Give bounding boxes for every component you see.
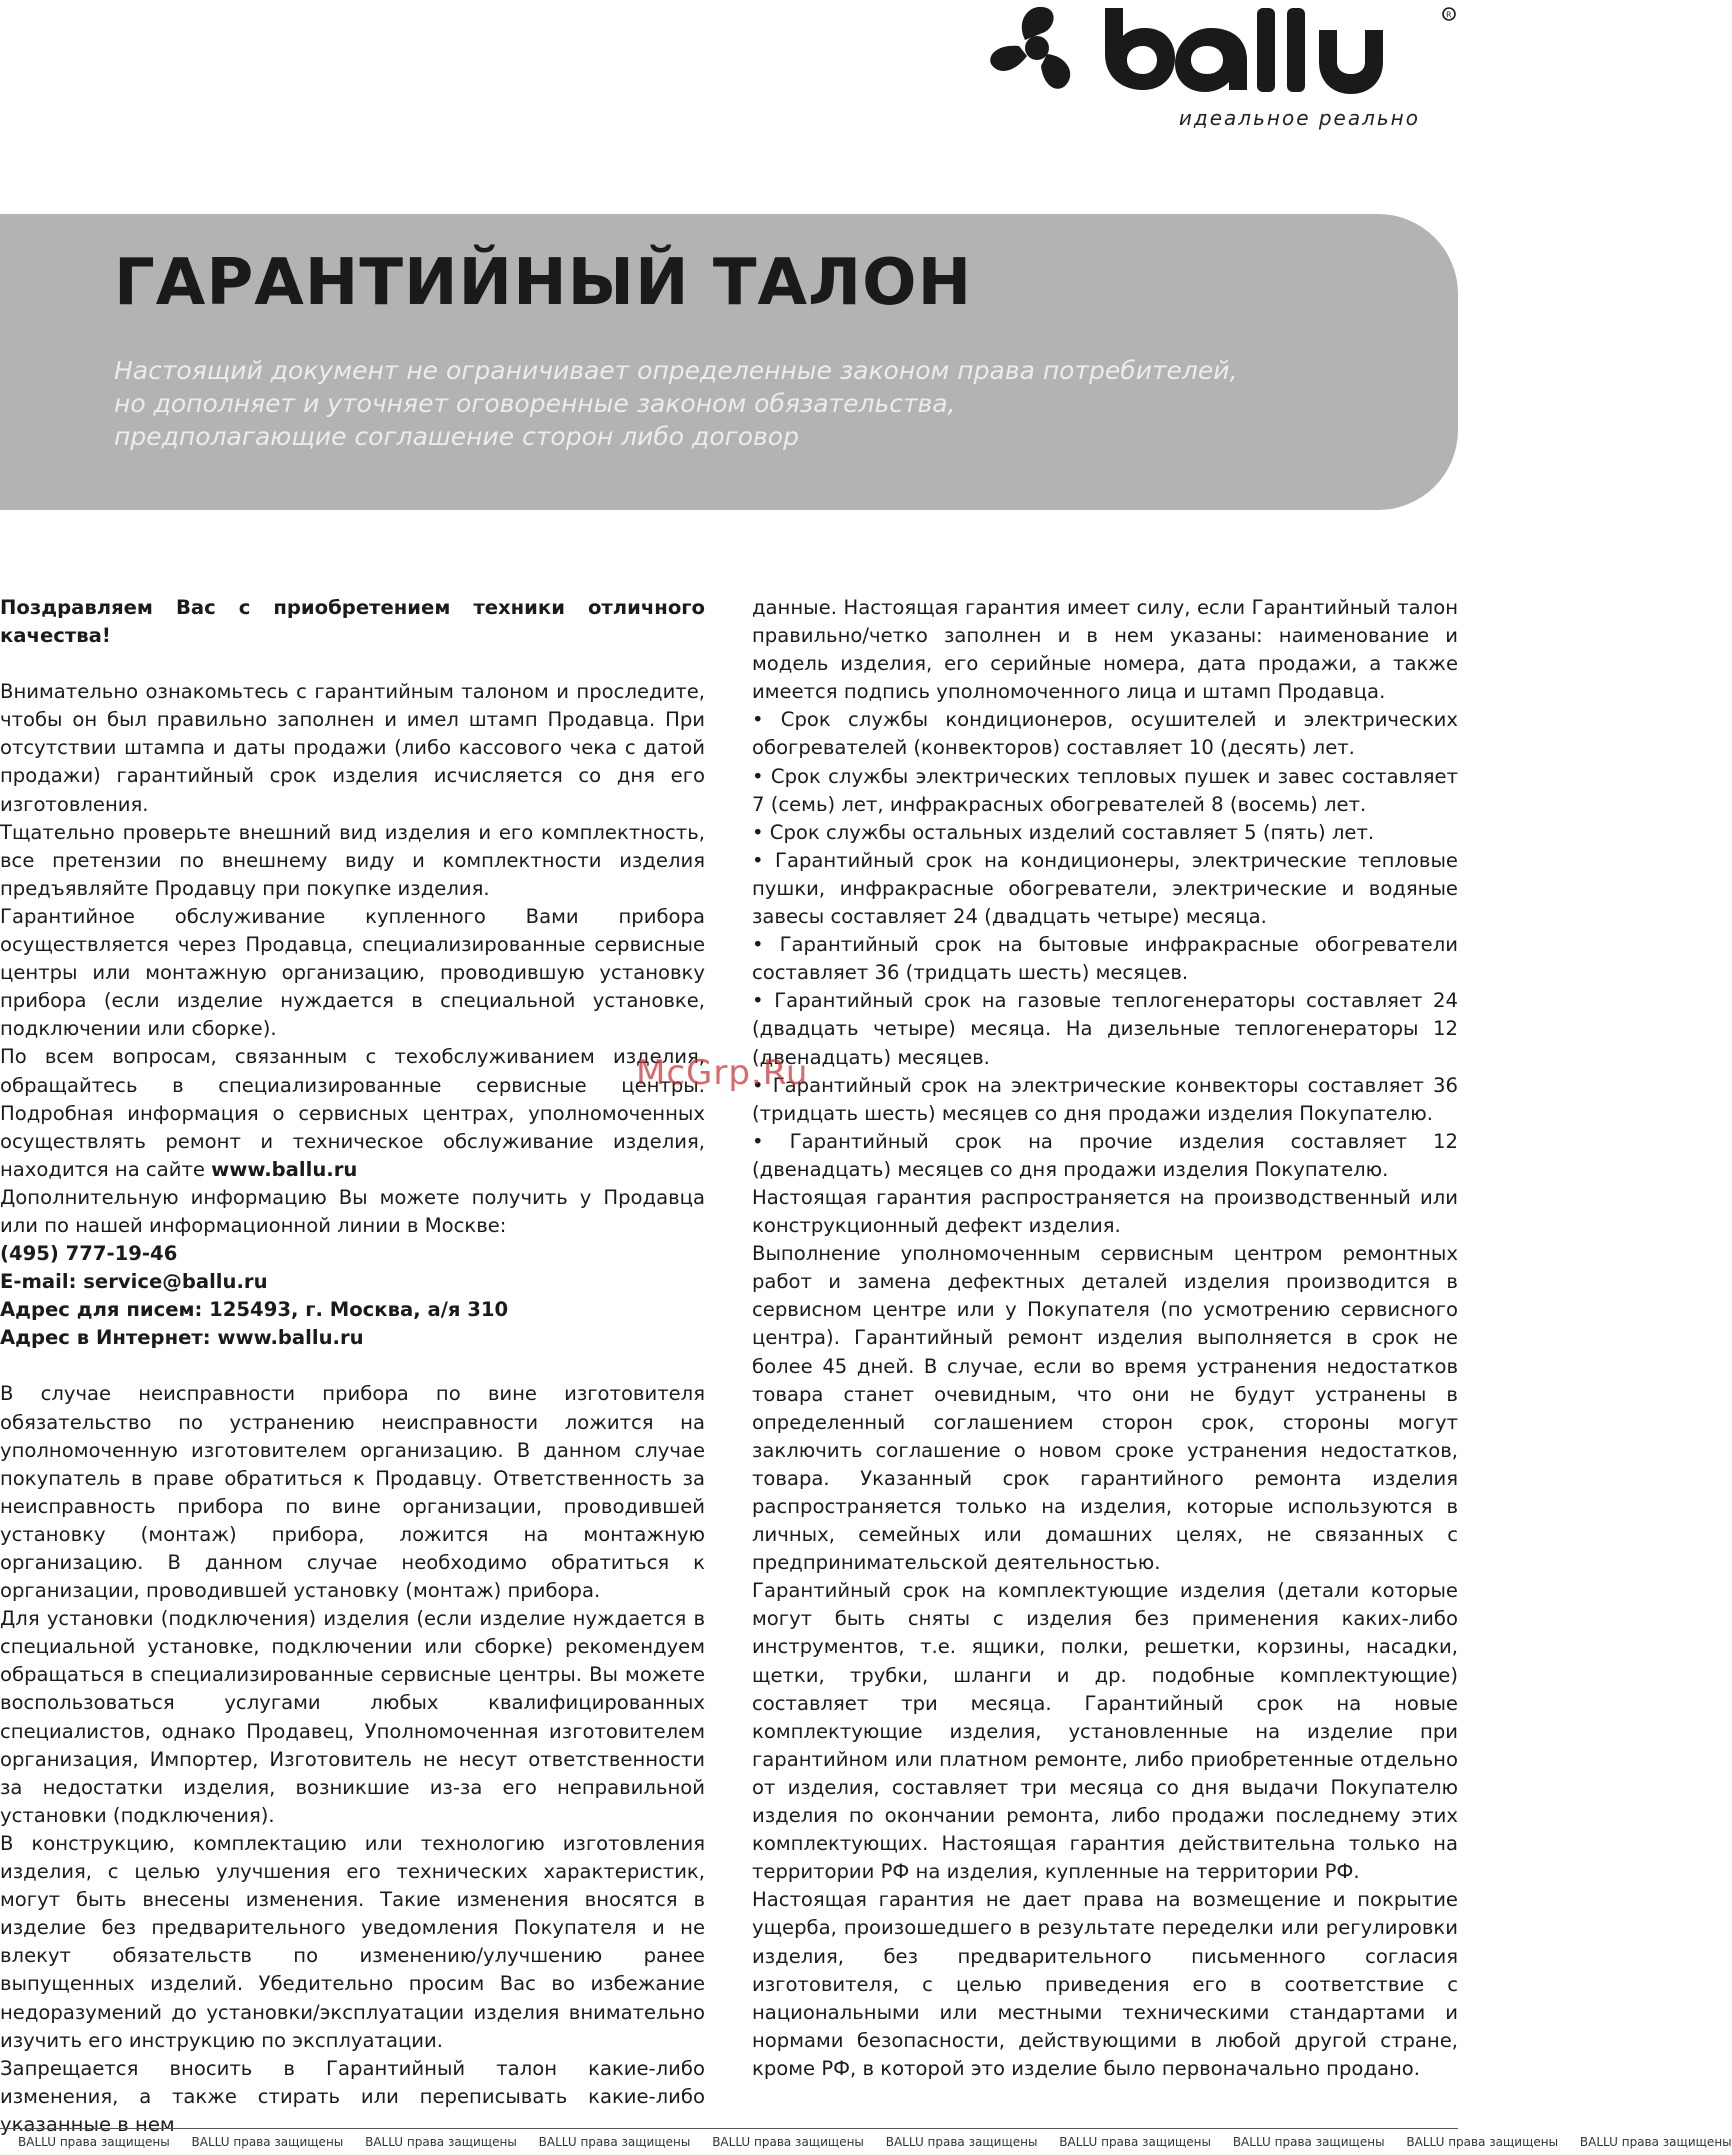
paragraph-text: По всем вопросам, связанным с техобслуживанием изделия, обращайтесь в специализированные сервисные центры. Подробная информация о сервисных центрах, уполномоченных осуществлять ремонт и техническое обслуживание изделия, находится на сайте [0, 1045, 705, 1181]
paragraph: Тщательно проверьте внешний вид изделия и его комплектность, все претензии по внешнему виду и комплектности изделия предъявляйте Продавцу при покупке изделия. [0, 820, 705, 900]
footer-item: BALLU права защищены [1406, 2135, 1559, 2149]
footer-item: BALLU права защищены [1059, 2135, 1211, 2149]
postal-address: Адрес для писем: 125493, г. Москва, а/я 310 [0, 1298, 509, 1322]
banner-subtitle [114, 354, 1344, 453]
paragraph: В конструкцию, комплектацию или технологию изготовления изделия, с целью улучшения его технических характеристик, могут быть внесены изменения. Такие изменения вносятся в изделие без предварительного уведомления Покупателя и не влекут обязательств по изменению/улучшению ранее выпущенных изделий. Убедительно просим Вас во избежание недоразумений до установки/эксплуатации изделия внимательно изучить его инструкцию по эксплуатации. [0, 1831, 705, 2052]
watermark: McGrp.Ru [636, 1053, 809, 1093]
email-contact: E-mail: service@ballu.ru [0, 1270, 268, 1294]
footer-item: BALLU права защищены [885, 2135, 1038, 2149]
spacer [0, 1352, 705, 1380]
subtitle-line: но дополняет и уточняет оговоренные законом обязательства, [114, 389, 956, 418]
footer-item: BALLU права защищены [365, 2135, 517, 2149]
paragraph: Дополнительную информацию Вы можете получить у Продавца или по нашей информационной линии в Москве: [0, 1185, 705, 1237]
congrats-heading: Поздравляем Вас с приобретением техники отличного качества! [0, 596, 705, 648]
bullet-item: • Гарантийный срок на электрические конвекторы составляет 36 (тридцать шесть) месяцев со дня продажи изделия Покупателю. [752, 1073, 1458, 1125]
paragraph: Для установки (подключения) изделия (если изделие нуждается в специальной установке, подключении или сборке) рекомендуем обращаться в специализированные сервисные центры. Вы можете воспользоваться услугами любых квалифицированных специалистов, однако Продавец, Уполномоченная изготовителем организация, Импортер, Изготовитель не несут ответственности за недостатки изделия, возникшие из-за его неправильной установки (подключения). [0, 1607, 705, 1827]
brand-slogan: идеальное реально [1178, 106, 1420, 130]
footer-item: BALLU права защищены [18, 2135, 170, 2149]
website-link[interactable]: www.ballu.ru [211, 1157, 358, 1181]
bullet-item: • Гарантийный срок на бытовые инфракрасные обогреватели составляет 36 (тридцать шесть) месяцев. [752, 933, 1458, 985]
phone-number: (495) 777-19-46 [0, 1242, 178, 1266]
bullet-item: • Срок службы электрических тепловых пушек и завес составляет 7 (семь) лет, инфракрасных обогревателей 8 (восемь) лет. [752, 764, 1458, 816]
bullet-item: • Гарантийный срок на газовые теплогенераторы составляет 24 (двадцать четыре) месяца. На дизельные теплогенераторы 12 (двенадцать) месяцев. [752, 989, 1458, 1069]
paragraph: Внимательно ознакомьтесь с гарантийным талоном и проследите, чтобы он был правильно заполнен и имел штамп Продавца. При отсутствии штампа и даты продажи (либо кассового чека с датой продажи) гарантийный срок изделия исчисляется со дня его изготовления. [0, 680, 705, 816]
subtitle-line: предполагающие соглашение сторон либо договор [114, 422, 799, 451]
bullet-item: • Срок службы остальных изделий составляет 5 (пять) лет. [752, 820, 1375, 844]
paragraph [0, 1043, 705, 1183]
footer-item: BALLU права защищены [1232, 2135, 1385, 2149]
left-column [0, 594, 705, 2139]
bullet-item: • Гарантийный срок на прочие изделия составляет 12 (двенадцать) месяцев со дня продажи изделия Покупателю. [752, 1129, 1458, 1181]
internet-address: Адрес в Интернет: www.ballu.ru [0, 1326, 364, 1350]
page-title: ГАРАНТИЙНЫЙ ТАЛОН [114, 246, 973, 320]
paragraph: Выполнение уполномоченным сервисным центром ремонтных работ и замена дефектных деталей изделия производится в сервисном центре или у Покупателя (по усмотрению сервисного центра). Гарантийный ремонт изделия выполняется в срок не более 45 дней. В случае, если во время устранения недостатков товара станет очевидным, что они не будут устранены в определенный соглашением сторон срок, стороны могут заключить соглашение о новом сроке устранения недостатков, товара. Указанный срок гарантийного ремонта изделия распространяется только на изделия, которые используются в личных, семейных или домашних целях, не связанных с предпринимательской деятельностью. [752, 1242, 1458, 1575]
paragraph: Гарантийное обслуживание купленного Вами прибора осуществляется через Продавца, специализированные сервисные центры или монтажную организацию, проводившую установку прибора (если изделие нуждается в специальной установке, подключении или сборке). [0, 904, 705, 1041]
subtitle-line: Настоящий документ не ограничивает определенные законом права потребителей, [114, 356, 1238, 385]
paragraph: Гарантийный срок на комплектующие изделия (детали которые могут быть сняты с изделия без применения каких-либо инструментов, т.е. ящики, полки, решетки, корзины, насадки, щетки, трубки, шланги и др. подобные комплектующие) составляет три месяца. Гарантийный срок на новые комплектующие изделия, установленные на изделие при гарантийном или платном ремонте, либо приобретенные отдельно от изделия, составляет три месяца со дня выдачи Покупателю изделия по окончании ремонта, либо продажи последнему этих комплектующих. Настоящая гарантия действительна только на территории РФ на изделия, купленные на территории РФ. [752, 1579, 1458, 1884]
spacer [0, 650, 705, 678]
paragraph: данные. Настоящая гарантия имеет силу, если Гарантийный талон правильно/четко заполнен и в нем указаны: наименование и модель изделия, его серийные номера, дата продажи, а также имеется подпись уполномоченного лица и штамп Продавца. [752, 596, 1458, 704]
right-column [752, 594, 1458, 2083]
footer-item: BALLU права защищены [1579, 2135, 1732, 2149]
svg-text:R: R [1446, 10, 1452, 20]
bullet-item: • Срок службы кондиционеров, осушителей и электрических обогревателей (конвекторов) составляет 10 (десять) лет. [752, 708, 1458, 760]
footer-copyright-strip [0, 2128, 1732, 2155]
footer-item: BALLU права защищены [538, 2135, 691, 2149]
paragraph: Запрещается вносить в Гарантийный талон какие-либо изменения, а также стирать или переписывать какие-либо указанные в нем [0, 2056, 705, 2136]
paragraph: Настоящая гарантия не дает права на возмещение и покрытие ущерба, произошедшего в результате переделки или регулировки изделия, без предварительного письменного согласия изготовителя, с целью приведения его в соответствие с национальными или местными техническими стандартами и нормами безопасности, действующими в любой другой стране, кроме РФ, в которой это изделие было первоначально продано. [752, 1888, 1458, 2080]
paragraph: В случае неисправности прибора по вине изготовителя обязательство по устранению неисправности ложится на уполномоченную изготовителем организацию. В данном случае покупатель в праве обратиться к Продавцу. Ответственность за неисправность прибора по вине организации, проводившей установку (монтаж) прибора, ложится на монтажную организацию. В данном случае необходимо обратиться к организации, проводившей установку (монтаж) прибора. [0, 1382, 705, 1603]
paragraph: Настоящая гарантия распространяется на производственный или конструкционный дефект изделия. [752, 1185, 1458, 1238]
footer-item: BALLU права защищены [191, 2135, 344, 2149]
bullet-item: • Гарантийный срок на кондиционеры, электрические тепловые пушки, инфракрасные обогреватели, электрические и водяные завесы составляет 24 (двадцать четыре) месяца. [752, 848, 1458, 929]
footer-item: BALLU права защищены [712, 2135, 864, 2149]
